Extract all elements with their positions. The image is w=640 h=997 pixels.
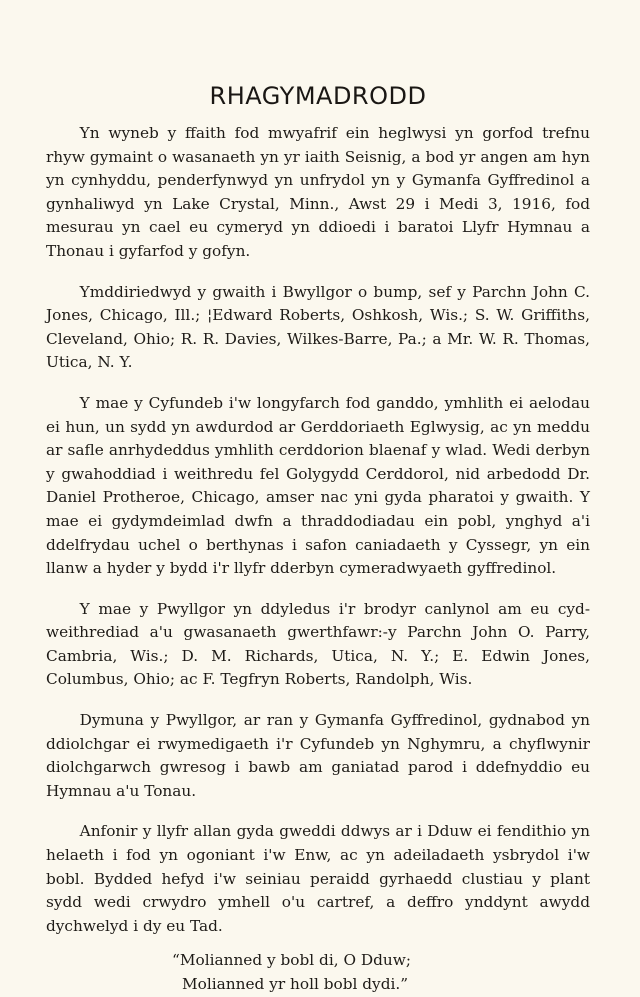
closing-verse bbox=[46, 949, 590, 996]
verse-line-1: “Molianned y bobl di, O Dduw; bbox=[172, 951, 412, 970]
paragraph-5: Dymuna y Pwyllgor, ar ran y Gymanfa Gyffredinol, gydnabod yn ddiolchgar ei rwymedigaeth i'r Cyfundeb yn Nghymru, a chyflwynir diolchgarwch gwresog i bawb am ganiatad parod i ddefnyddio eu Hymnau a'u Tonau. bbox=[46, 711, 590, 800]
paragraph-1: Yn wyneb y ffaith fod mwyafrif ein heglwysi yn gorfod trefnu rhyw gymaint o wasanaeth yn yr iaith Seisnig, a bod yr angen am hyn yn cynhyddu, penderfynwyd yn unfrydol yn y Gymanfa Gyffredinol a gynhaliwyd yn Lake Crystal, Minn., Awst 29 i Medi 3, 1916, fod mesurau yn cael eu cymeryd yn ddioedi i baratoi Llyfr Hymnau a Thonau i gyfarfod y gofyn. bbox=[46, 124, 590, 260]
verse-line-2: Molianned yr holl bobl dydi.” bbox=[182, 975, 409, 993]
paragraph-3: Y mae y Cyfundeb i'w longyfarch fod ganddo, ymhlith ei aelodau ei hun, un sydd yn awdurdod ar Gerddoriaeth Eglwysig, ac yn meddu ar safle anrhydeddus ymhlith cerddorion blaenaf y wlad. Wedi derbyn y gwahoddiad i weithredu fel Golygydd Cerddorol, nid arbedodd Dr. Daniel Protheroe, Chicago, amser nac yni gyda pharatoi y gwaith. Y mae ei gydymdeimlad dwfn a thraddodiadau ein pobl, ynghyd a'i ddelfrydau uchel o berthynas i safon caniadaeth y Cyssegr, yn ein llanw a hyder y bydd i'r llyfr dderbyn cymeradwyaeth gyffredinol. bbox=[46, 393, 590, 578]
page-title: RHAGYMADRODD bbox=[209, 82, 427, 110]
paragraph-6: Anfonir y llyfr allan gyda gweddi ddwys ar i Dduw ei fendithio yn helaeth i fod yn ogoniant i'w Enw, ac yn adeiladaeth ysbrydol i'w bobl. Bydded hefyd i'w seiniau peraidd gyrhaedd clustiau y plant sydd wedi crwydro ymhell o'u cartref, a deffro ynddynt awydd dychwelyd i dy eu Tad. bbox=[46, 822, 590, 935]
paragraph-2: Ymddiriedwyd y gwaith i Bwyllgor o bump, sef y Parchn John C. Jones, Chicago, Ill.; ¦Edward Roberts, Oshkosh, Wis.; S. W. Griffiths, Cleveland, Ohio; R. R. Davies, Wilkes-Barre, Pa.; a Mr. W. R. Thomas, Utica, N. Y. bbox=[46, 282, 590, 372]
paragraph-4: Y mae y Pwyllgor yn ddyledus i'r brodyr canlynol am eu cyd-weithrediad a'u gwasanaeth gwerthfawr:-y Parchn John O. Parry, Cambria, Wis.; D. M. Richards, Utica, N. Y.; E. Edwin Jones, Columbus, Ohio; ac F. Tegfryn Roberts, Randolph, Wis. bbox=[46, 599, 590, 689]
